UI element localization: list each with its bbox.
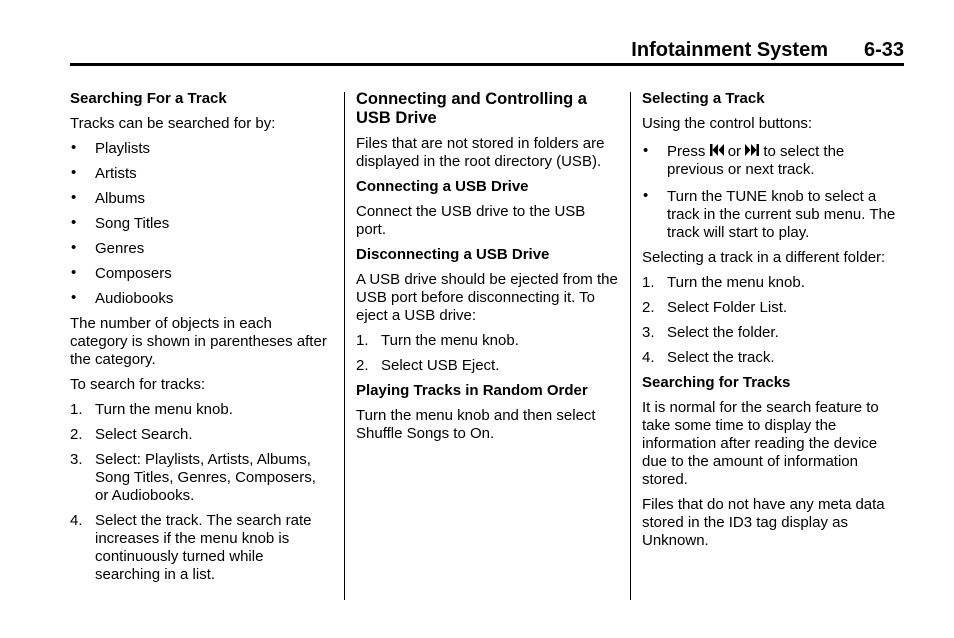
section-heading: Connecting and Controlling a USB Drive [356, 90, 587, 127]
column-divider [344, 92, 345, 600]
skip-next-icon [745, 143, 759, 157]
subheading: Playing Tracks in Random Order [356, 382, 588, 399]
subheading: Searching for Tracks [642, 374, 791, 391]
list-item: • Genres [71, 239, 145, 257]
bullet-icon: • [71, 264, 77, 281]
paragraph: Files that do not have any meta data stored in the ID3 tag display as Unknown. [642, 496, 885, 549]
column-right [642, 90, 904, 557]
list-item: • Artists [71, 164, 137, 182]
bullet-list [642, 143, 904, 242]
bullet-icon: • [71, 214, 77, 231]
subheading: Searching For a Track [70, 90, 227, 107]
numbered-list [642, 274, 904, 367]
bullet-icon: • [71, 239, 77, 256]
paragraph: Connect the USB drive to the USB port. [356, 203, 586, 238]
list-item: 2. Select USB Eject. [356, 357, 500, 374]
numbered-list [356, 332, 618, 375]
list-item: • Turn the TUNE knob to select a track in the current sub menu. The track will start to play. [643, 187, 896, 241]
paragraph: Using the control buttons: [642, 115, 813, 132]
paragraph: It is normal for the search feature to take some time to display the information after reading the device due to the amount of information stored. [642, 399, 879, 488]
list-item: 1. Turn the menu knob. [642, 274, 805, 291]
subheading: Disconnecting a USB Drive [356, 246, 550, 263]
list-item: • Song Titles [71, 214, 170, 232]
list-item: • Audiobooks [71, 289, 174, 307]
list-item: 2. Select Search. [70, 426, 193, 443]
bullet-list [70, 140, 332, 308]
bullet-icon: • [71, 164, 77, 181]
page-header [70, 36, 904, 62]
subheading: Connecting a USB Drive [356, 178, 529, 195]
column-middle [356, 90, 618, 450]
column-divider [630, 92, 631, 600]
header-rule [70, 63, 904, 66]
paragraph: Selecting a track in a different folder: [642, 249, 886, 266]
column-left [70, 90, 332, 591]
bullet-icon: • [643, 142, 649, 159]
paragraph: Turn the menu knob and then select Shuffle Songs to On. [356, 407, 596, 442]
bullet-icon: • [643, 187, 649, 204]
paragraph: Tracks can be searched for by: [70, 115, 276, 132]
bullet-icon: • [71, 139, 77, 156]
paragraph: To search for tracks: [70, 376, 206, 393]
skip-previous-icon [710, 143, 724, 157]
section-title: Infotainment System [631, 39, 828, 61]
page-number: 6-33 [863, 39, 904, 61]
list-item: 4. Select the track. The search rate increases if the menu knob is continuously turned while searching in a list. [70, 512, 312, 583]
list-item: 1. Turn the menu knob. [356, 332, 519, 349]
subheading: Selecting a Track [642, 90, 765, 107]
list-item: 2. Select Folder List. [642, 299, 788, 316]
list-item: 3. Select the folder. [642, 324, 779, 341]
list-item: 4. Select the track. [642, 349, 775, 366]
bullet-icon: • [71, 189, 77, 206]
numbered-list [70, 401, 332, 584]
list-item: • Albums [71, 189, 146, 207]
list-item: • Composers [71, 264, 172, 282]
list-item: 1. Turn the menu knob. [70, 401, 233, 418]
bullet-icon: • [71, 289, 77, 306]
paragraph: The number of objects in each category is shown in parentheses after the category. [70, 315, 327, 368]
paragraph: A USB drive should be ejected from the USB port before disconnecting it. To eject a USB drive: [356, 271, 618, 324]
paragraph: Files that are not stored in folders are displayed in the root directory (USB). [356, 135, 605, 170]
list-item: • Playlists [71, 139, 151, 157]
list-item: 3. Select: Playlists, Artists, Albums, Song Titles, Genres, Composers, or Audiobooks. [70, 451, 316, 504]
list-item: • Press or to select the previous or next track. [643, 142, 845, 178]
